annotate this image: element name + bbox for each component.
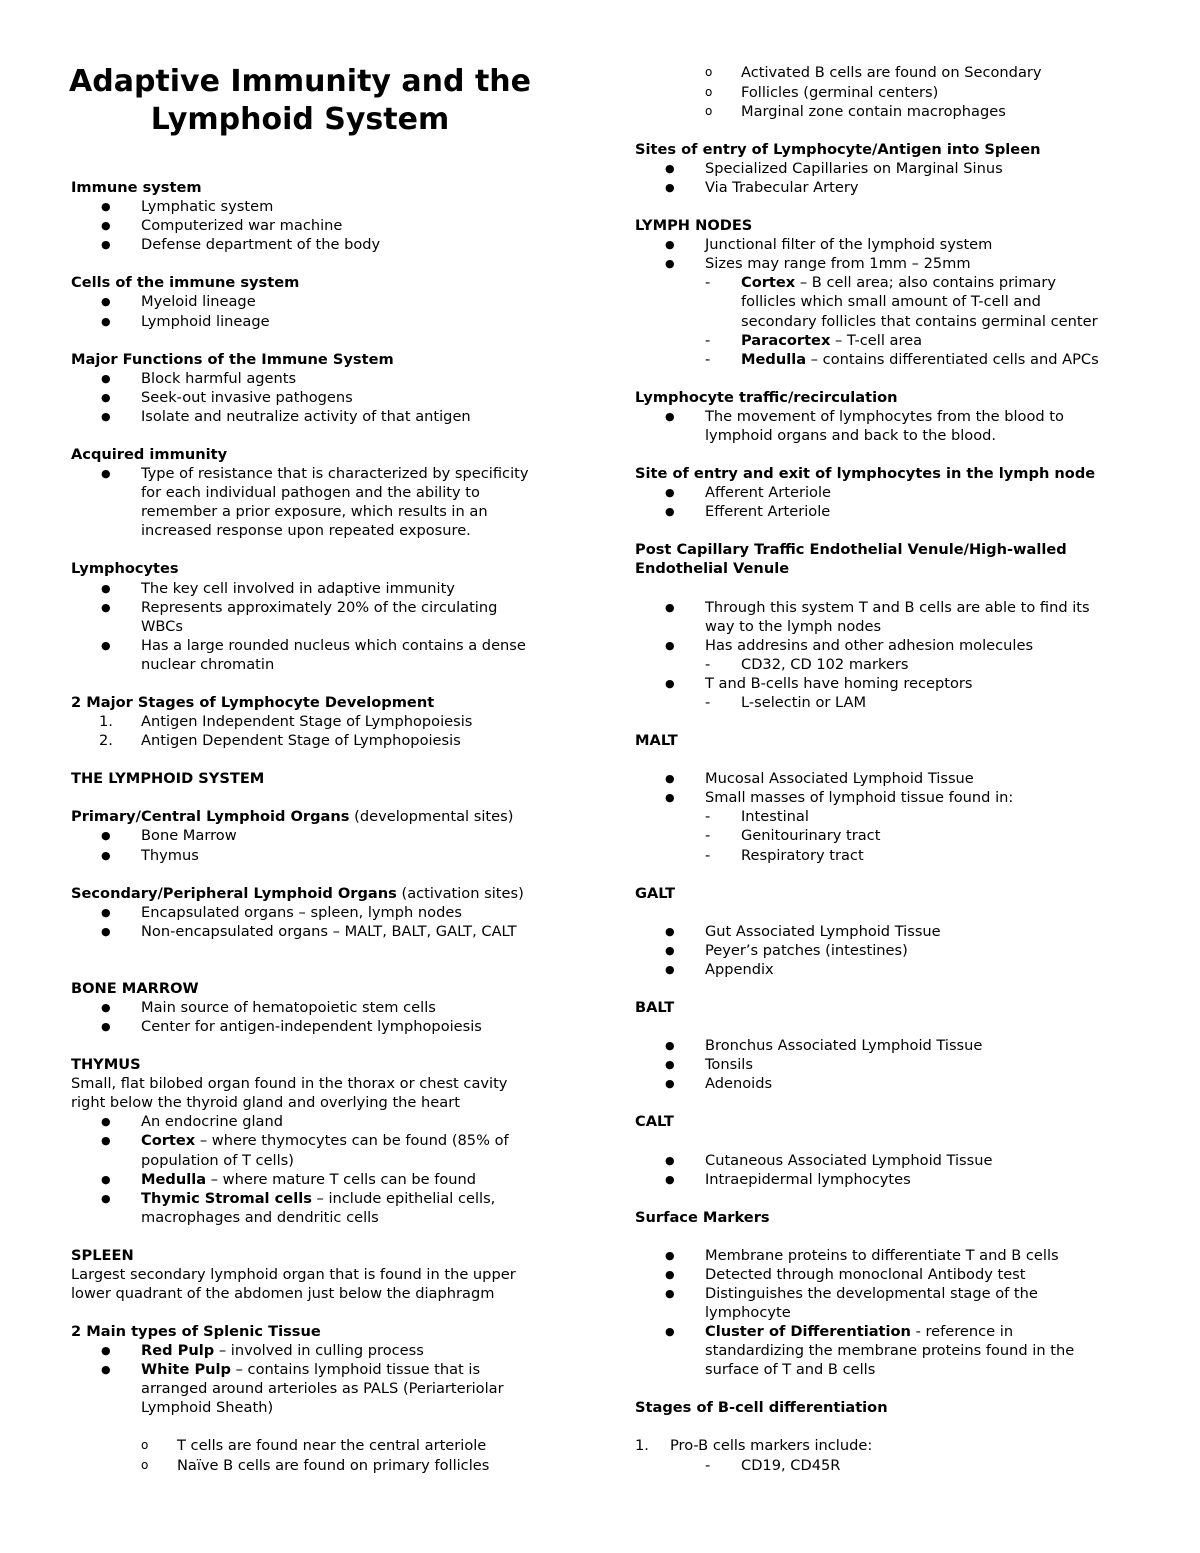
section-heading: Lymphocytes — [71, 560, 179, 577]
term-description: – involved in culling process — [214, 1342, 424, 1359]
list-item-text: Peyer’s patches (intestines) — [705, 942, 908, 959]
list-item-text: Antigen Dependent Stage of Lymphopoiesis — [141, 732, 461, 749]
list-item-text: way to the lymph nodes — [705, 618, 882, 635]
list-item-text: nuclear chromatin — [141, 656, 275, 673]
list-item-text: Appendix — [705, 961, 774, 978]
list-item-text: Represents approximately 20% of the circulating — [141, 599, 498, 616]
term-description: – contains lymphoid tissue that is — [230, 1361, 481, 1378]
list-item-text — [141, 1360, 480, 1379]
bullet-icon: ● — [665, 486, 675, 499]
list-number: 1. — [635, 1437, 649, 1454]
bullet-icon: ● — [665, 257, 675, 270]
section-heading: THYMUS — [71, 1056, 141, 1073]
list-item-text: CD32, CD 102 markers — [741, 656, 909, 673]
list-item-text: Marginal zone contain macrophages — [741, 103, 1006, 120]
list-item-text — [741, 331, 922, 350]
heading-note-text: (activation sites) — [396, 885, 524, 902]
dash-marker-icon: - — [705, 847, 711, 864]
bullet-icon: ● — [665, 1325, 675, 1338]
page-title-line-2: Lymphoid System — [150, 102, 450, 137]
section-heading: Lymphocyte traffic/recirculation — [635, 389, 898, 406]
bullet-icon: ● — [665, 925, 675, 938]
bullet-icon: ● — [665, 772, 675, 785]
list-item-text: Afferent Arteriole — [705, 484, 831, 501]
bullet-icon: ● — [101, 849, 111, 862]
bullet-icon: ● — [101, 582, 111, 595]
bullet-icon: ● — [101, 467, 111, 480]
list-item-text: Membrane proteins to differentiate T and B cells — [705, 1247, 1059, 1264]
list-item-text: Lymphoid Sheath) — [141, 1399, 274, 1416]
bullet-icon: ● — [665, 505, 675, 518]
term-bold: White Pulp — [141, 1361, 231, 1378]
bullet-icon: ● — [101, 1173, 111, 1186]
circle-bullet-icon: o — [705, 85, 713, 99]
list-item-text: population of T cells) — [141, 1152, 294, 1169]
list-item-text: Bronchus Associated Lymphoid Tissue — [705, 1037, 983, 1054]
list-item-text: Adenoids — [705, 1075, 773, 1092]
list-item-text: arranged around arterioles as PALS (Periarteriolar — [141, 1380, 504, 1397]
list-item-text: remember a prior exposure, which results in an — [141, 503, 488, 520]
dash-marker-icon: - — [705, 694, 711, 711]
section-heading: Acquired immunity — [71, 446, 228, 463]
bullet-icon: ● — [665, 639, 675, 652]
dash-marker-icon: - — [705, 274, 711, 291]
term-description: – where mature T cells can be found — [206, 1171, 477, 1188]
bullet-icon: ● — [101, 219, 111, 232]
section-heading: Major Functions of the Immune System — [71, 351, 394, 368]
section-heading: Cells of the immune system — [71, 274, 300, 291]
bullet-icon: ● — [665, 963, 675, 976]
term-description: - reference in — [910, 1323, 1014, 1340]
bullet-icon: ● — [665, 1249, 675, 1262]
bullet-icon: ● — [665, 677, 675, 690]
bullet-icon: ● — [665, 944, 675, 957]
list-item-text: Genitourinary tract — [741, 827, 881, 844]
list-item-text: Tonsils — [705, 1056, 753, 1073]
bullet-icon: ● — [101, 391, 111, 404]
circle-bullet-icon: o — [141, 1438, 149, 1452]
list-item-text: Gut Associated Lymphoid Tissue — [705, 923, 941, 940]
list-item-text: Detected through monoclonal Antibody test — [705, 1266, 1026, 1283]
list-item-text: lymphocyte — [705, 1304, 791, 1321]
bullet-icon: ● — [101, 315, 111, 328]
term-bold: Paracortex — [741, 332, 831, 349]
section-heading: BALT — [635, 999, 675, 1016]
list-item-text: Intestinal — [741, 808, 809, 825]
list-item-text — [741, 273, 1056, 292]
bullet-icon: ● — [665, 1039, 675, 1052]
list-item-text: Antigen Independent Stage of Lymphopoiesis — [141, 713, 473, 730]
section-heading: THE LYMPHOID SYSTEM — [71, 770, 265, 787]
dash-marker-icon: - — [705, 351, 711, 368]
term-bold: Cortex — [741, 274, 796, 291]
list-number: 2. — [99, 732, 113, 749]
circle-bullet-icon: o — [141, 1458, 149, 1472]
list-item-text: L-selectin or LAM — [741, 694, 867, 711]
list-item-text: Block harmful agents — [141, 370, 297, 387]
list-item-text: Non-encapsulated organs – MALT, BALT, GALT, CALT — [141, 923, 517, 940]
list-item-text: WBCs — [141, 618, 183, 635]
section-heading: CALT — [635, 1113, 674, 1130]
section-heading: GALT — [635, 885, 676, 902]
list-item-text: Naïve B cells are found on primary follicles — [177, 1457, 490, 1474]
list-item-text: Follicles (germinal centers) — [741, 84, 939, 101]
section-heading: Stages of B-cell differentiation — [635, 1399, 888, 1416]
paragraph-line: Largest secondary lymphoid organ that is found in the upper — [71, 1266, 516, 1283]
list-item-text: Has a large rounded nucleus which contains a dense — [141, 637, 526, 654]
section-heading: Sites of entry of Lymphocyte/Antigen into Spleen — [635, 141, 1041, 158]
list-item-text: Main source of hematopoietic stem cells — [141, 999, 436, 1016]
section-heading: SPLEEN — [71, 1247, 134, 1264]
list-item-text: Mucosal Associated Lymphoid Tissue — [705, 770, 974, 787]
section-heading: 2 Main types of Splenic Tissue — [71, 1323, 321, 1340]
term-description: – include epithelial cells, — [311, 1190, 496, 1207]
list-item-text: macrophages and dendritic cells — [141, 1209, 379, 1226]
bullet-icon: ● — [665, 162, 675, 175]
bullet-icon: ● — [665, 601, 675, 614]
heading-note-text: (developmental sites) — [349, 808, 514, 825]
term-bold: Cortex — [141, 1132, 196, 1149]
bullet-icon: ● — [665, 1173, 675, 1186]
paragraph-line: right below the thyroid gland and overlying the heart — [71, 1094, 460, 1111]
bullet-icon: ● — [101, 906, 111, 919]
list-item-text: follicles which small amount of T-cell and — [741, 293, 1041, 310]
list-item-text: Efferent Arteriole — [705, 503, 831, 520]
dash-marker-icon: - — [705, 827, 711, 844]
list-item-text: secondary follicles that contains germinal center — [741, 313, 1098, 330]
list-item-text: Sizes may range from 1mm – 25mm — [705, 255, 971, 272]
list-item-text: CD19, CD45R — [741, 1457, 841, 1474]
list-item-text: Respiratory tract — [741, 847, 864, 864]
bullet-icon: ● — [665, 791, 675, 804]
bullet-icon: ● — [665, 1058, 675, 1071]
list-item-text: An endocrine gland — [141, 1113, 284, 1130]
list-item-text: Cutaneous Associated Lymphoid Tissue — [705, 1152, 993, 1169]
list-item-text: Through this system T and B cells are able to find its — [705, 599, 1090, 616]
section-heading: Immune system — [71, 179, 202, 196]
list-item-text: Pro-B cells markers include: — [670, 1437, 873, 1454]
section-heading: Site of entry and exit of lymphocytes in the lymph node — [635, 465, 1096, 482]
list-item-text — [141, 1170, 476, 1189]
list-item-text: The movement of lymphocytes from the blood to — [705, 408, 1064, 425]
section-heading: Surface Markers — [635, 1209, 770, 1226]
list-item-text: Junctional filter of the lymphoid system — [705, 236, 993, 253]
list-item-text: standardizing the membrane proteins found in the — [705, 1342, 1075, 1359]
bullet-icon: ● — [101, 639, 111, 652]
section-heading — [71, 884, 524, 903]
section-heading: LYMPH NODES — [635, 217, 753, 234]
list-item-text — [705, 1322, 1013, 1341]
list-item-text: Computerized war machine — [141, 217, 343, 234]
paragraph-line: Small, flat bilobed organ found in the thorax or chest cavity — [71, 1075, 508, 1092]
bullet-icon: ● — [101, 829, 111, 842]
term-bold: Cluster of Differentiation — [705, 1323, 911, 1340]
section-heading: Post Capillary Traffic Endothelial Venule/High-walled — [635, 541, 1067, 558]
list-item-text: for each individual pathogen and the ability to — [141, 484, 480, 501]
bullet-icon: ● — [101, 1344, 111, 1357]
term-description: – where thymocytes can be found (85% of — [195, 1132, 509, 1149]
list-item-text: Type of resistance that is characterized by specificity — [141, 465, 529, 482]
term-description: – B cell area; also contains primary — [795, 274, 1057, 291]
bullet-icon: ● — [665, 410, 675, 423]
list-item-text: Specialized Capillaries on Marginal Sinus — [705, 160, 1003, 177]
list-item-text: Small masses of lymphoid tissue found in: — [705, 789, 1014, 806]
bullet-icon: ● — [665, 1154, 675, 1167]
list-item-text: Defense department of the body — [141, 236, 381, 253]
dash-marker-icon: - — [705, 1457, 711, 1474]
dash-marker-icon: - — [705, 808, 711, 825]
list-item-text: Isolate and neutralize activity of that antigen — [141, 408, 471, 425]
list-item-text: Lymphatic system — [141, 198, 274, 215]
list-item-text: Intraepidermal lymphocytes — [705, 1171, 911, 1188]
list-item-text: Has addresins and other adhesion molecules — [705, 637, 1034, 654]
bullet-icon: ● — [101, 295, 111, 308]
list-item-text: T and B-cells have homing receptors — [705, 675, 973, 692]
bullet-icon: ● — [665, 238, 675, 251]
section-heading: 2 Major Stages of Lymphocyte Development — [71, 694, 435, 711]
term-bold: Medulla — [141, 1171, 207, 1188]
term-bold: Red Pulp — [141, 1342, 215, 1359]
list-item-text: Distinguishes the developmental stage of the — [705, 1285, 1038, 1302]
bullet-icon: ● — [101, 410, 111, 423]
bullet-icon: ● — [101, 1363, 111, 1376]
circle-bullet-icon: o — [705, 104, 713, 118]
bullet-icon: ● — [665, 1077, 675, 1090]
list-item-text: Thymus — [141, 847, 199, 864]
list-item-text: The key cell involved in adaptive immunity — [141, 580, 455, 597]
list-item-text: Bone Marrow — [141, 827, 237, 844]
term-description: – T-cell area — [830, 332, 923, 349]
heading-bold-text: Primary/Central Lymphoid Organs — [71, 808, 350, 825]
section-heading: MALT — [635, 732, 678, 749]
dash-marker-icon: - — [705, 656, 711, 673]
dash-marker-icon: - — [705, 332, 711, 349]
list-number: 1. — [99, 713, 113, 730]
bullet-icon: ● — [101, 1192, 111, 1205]
bullet-icon: ● — [101, 1115, 111, 1128]
list-item-text — [141, 1341, 424, 1360]
term-bold: Medulla — [741, 351, 807, 368]
term-description: – contains differentiated cells and APCs — [806, 351, 1099, 368]
heading-bold-text: Secondary/Peripheral Lymphoid Organs — [71, 885, 397, 902]
list-item-text: Seek-out invasive pathogens — [141, 389, 353, 406]
bullet-icon: ● — [101, 925, 111, 938]
bullet-icon: ● — [101, 238, 111, 251]
bullet-icon: ● — [665, 1268, 675, 1281]
list-item-text: Center for antigen-independent lymphopoiesis — [141, 1018, 482, 1035]
bullet-icon: ● — [101, 1001, 111, 1014]
list-item-text — [141, 1189, 495, 1208]
list-item-text: Activated B cells are found on Secondary — [741, 64, 1042, 81]
list-item-text: Encapsulated organs – spleen, lymph nodes — [141, 904, 462, 921]
bullet-icon: ● — [101, 372, 111, 385]
section-heading: BONE MARROW — [71, 980, 199, 997]
list-item-text: increased response upon repeated exposure. — [141, 522, 471, 539]
list-item-text: Via Trabecular Artery — [705, 179, 859, 196]
bullet-icon: ● — [101, 1020, 111, 1033]
section-heading — [71, 807, 513, 826]
list-item-text: Myeloid lineage — [141, 293, 256, 310]
bullet-icon: ● — [101, 1134, 111, 1147]
circle-bullet-icon: o — [705, 65, 713, 79]
list-item-text — [141, 1131, 509, 1150]
list-item-text — [741, 350, 1099, 369]
term-bold: Thymic Stromal cells — [141, 1190, 312, 1207]
section-heading: Endothelial Venule — [635, 560, 790, 577]
list-item-text: Lymphoid lineage — [141, 313, 270, 330]
bullet-icon: ● — [101, 200, 111, 213]
bullet-icon: ● — [665, 1287, 675, 1300]
bullet-icon: ● — [665, 181, 675, 194]
list-item-text: surface of T and B cells — [705, 1361, 876, 1378]
list-item-text: lymphoid organs and back to the blood. — [705, 427, 997, 444]
paragraph-line: lower quadrant of the abdomen just below the diaphragm — [71, 1285, 495, 1302]
page-title-line-1: Adaptive Immunity and the — [69, 64, 531, 99]
bullet-icon: ● — [101, 601, 111, 614]
list-item-text: T cells are found near the central arteriole — [177, 1437, 487, 1454]
